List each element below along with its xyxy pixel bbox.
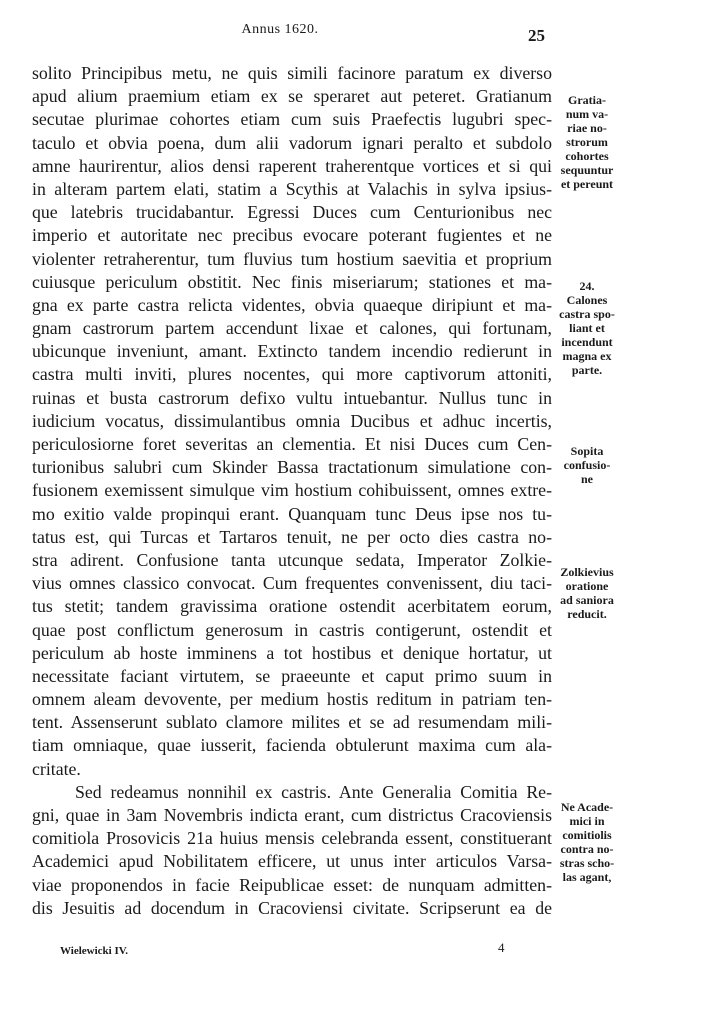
note-line: riae no- [567, 121, 607, 135]
page-number: 25 [528, 26, 545, 45]
note-line: num va- [565, 107, 609, 121]
note-line: parte. [571, 363, 603, 377]
running-title: Annus 1620. [241, 22, 319, 37]
text-line: taculo et obvia poena, dum alii vadorum ignari peralto et subdolo [32, 132, 552, 153]
margin-note-calones [552, 279, 622, 377]
note-line: et pereunt [560, 177, 614, 191]
note-line: strorum [566, 135, 608, 149]
text-line: comitiola Prosovicis 21a huius mensis celebranda essent, constituerant [32, 828, 552, 849]
text-line: in alteram partem elati, statim a Scythis at Valachis in sylva ipsius- [32, 178, 552, 199]
note-line: Zolkievius [560, 565, 614, 579]
text-line: castra multi inviti, plures nocentes, qui more captivorum attoniti, [32, 364, 552, 385]
main-text [32, 62, 552, 920]
text-line: iudicium vocatus, dissimulantibus omnia Ducibus et adhuc incertis, [32, 410, 552, 431]
text-line: tent. Assenserunt sublato clamore milites et se ad resumendam mili- [32, 712, 552, 733]
note-line: mici in [569, 814, 605, 828]
note-line: sequuntur [560, 163, 614, 177]
text-line: gnam castrorum partem accendunt lixae et calones, qui fortunam, [32, 318, 552, 339]
note-line: Ne Acade- [560, 800, 614, 814]
text-line: gna ex parte castra relicta videntes, obvia quaeque diripiunt et ma- [32, 294, 552, 315]
text-line: gni, quae in 3am Novembris indicta erant, cum districtus Cracoviensis [32, 805, 552, 825]
text-line: viae proponendos in facie Reipublicae esset: de nunquam admitten- [32, 874, 552, 895]
text-line: stra adirent. Confusione tanta utcunque sedata, Imperator Zolkie- [32, 549, 552, 570]
text-line: fusionem exemissent simulque vim hostium cohibuissent, omnes extre- [32, 480, 552, 501]
text-line: violenter retraherentur, tum fluvius tum hostium saevitia et proprium [32, 248, 552, 269]
note-line: confusio- [563, 458, 611, 472]
text-line: periculosiorne foret severitas an clementia. Et nisi Duces cum Cen- [32, 434, 552, 454]
text-line: quae post conflictum generosum in castris contigerunt, ostendit et [32, 619, 552, 640]
note-line: stras scho- [559, 856, 615, 870]
text-line: mo exitio valde propinqui erant. Quanquam tunc Deus ipse nos tu- [32, 503, 552, 524]
margin-note-academici [552, 800, 622, 884]
note-line: incendunt [561, 335, 613, 349]
text-line: ubicunque inveniunt, amant. Extincto tandem incendio redierunt in [32, 341, 552, 362]
note-line: magna ex [562, 349, 612, 363]
text-line: tiam omniaque, quae iusserit, facienda obtulerunt maxima cum ala- [32, 735, 552, 756]
text-line: apud alium praemium etiam ex se speraret aut peteret. Gratianum [32, 86, 552, 107]
text-line: omnem aleam devovente, per medium hostis reditum in patriam ten- [32, 689, 552, 710]
text-line: dis Jesuitis ad docendum in Cracoviensi civitate. Scripserunt ea de [32, 897, 552, 918]
text-line: tus stetit; tandem gravissima oratione ostendit acerbitatem eorum, [32, 596, 552, 617]
text-line: imperio et autoritate nec precibus evocare poterant fugientes et ne [32, 225, 552, 246]
text-line: amne haurirentur, alios densi raperent traherentque vortices et si qui [32, 155, 552, 176]
text-line: cuiusque periculum obstitit. Nec finis miseriarum; stationes et ma- [32, 271, 552, 292]
text-line: que latebris trucidabantur. Egressi Duces cum Centurionibus nec [32, 202, 552, 223]
margin-note-sopita [552, 444, 622, 486]
text-line: necessitate faciant virtutem, se praeeunte et caput primo suum in [32, 665, 552, 686]
note-line: reducit. [567, 607, 607, 621]
note-line: castra spo- [559, 307, 615, 321]
text-line: secutae plurimae cohortes etiam cum suis Praefectis lugubri spec- [32, 109, 552, 130]
note-line: ne [581, 472, 593, 486]
note-line: oratione [565, 579, 609, 593]
note-line: Gratia- [568, 93, 606, 107]
text-line: solito Principibus metu, ne quis simili facinore paratum ex diverso [32, 63, 552, 83]
note-line: Calones [566, 293, 608, 307]
footer-signature: Wielewicki IV. [60, 945, 129, 957]
note-line: 24. [579, 279, 595, 293]
text-line: ruinas et busta castrorum defixo vultu intuebantur. Nullus tunc in [32, 387, 552, 408]
text-line: vius omnes classico convocat. Cum frequentes convenissent, diu taci- [32, 573, 552, 594]
note-line: Sopita [570, 444, 604, 458]
margin-note-zolkievius [552, 565, 622, 621]
margin-note-gratianum [552, 93, 622, 191]
note-line: comitiolis [562, 828, 612, 842]
note-line: contra no- [560, 842, 614, 856]
note-line: las agant, [562, 870, 612, 884]
text-line: turionibus salubri cum Skinder Bassa tractationum simulatione con- [32, 457, 552, 478]
sheet-number: 4 [498, 940, 505, 955]
text-line: Academici apud Nobilitatem efficere, ut unus inter articulos Varsa- [32, 851, 552, 872]
note-line: ad saniora [560, 593, 614, 607]
note-line: cohortes [565, 149, 609, 163]
text-line: periculum ab hoste imminens a tot hostibus et denique hortatur, ut [32, 642, 552, 663]
text-line: critate. [32, 758, 81, 779]
text-line: tatus est, qui Turcas et Tartaros tenuit, ne per octo dies castra no- [32, 526, 552, 547]
text-line: Sed redeamus nonnihil ex castris. Ante Generalia Comitia Re- [75, 781, 552, 802]
note-line: liant et [569, 321, 605, 335]
